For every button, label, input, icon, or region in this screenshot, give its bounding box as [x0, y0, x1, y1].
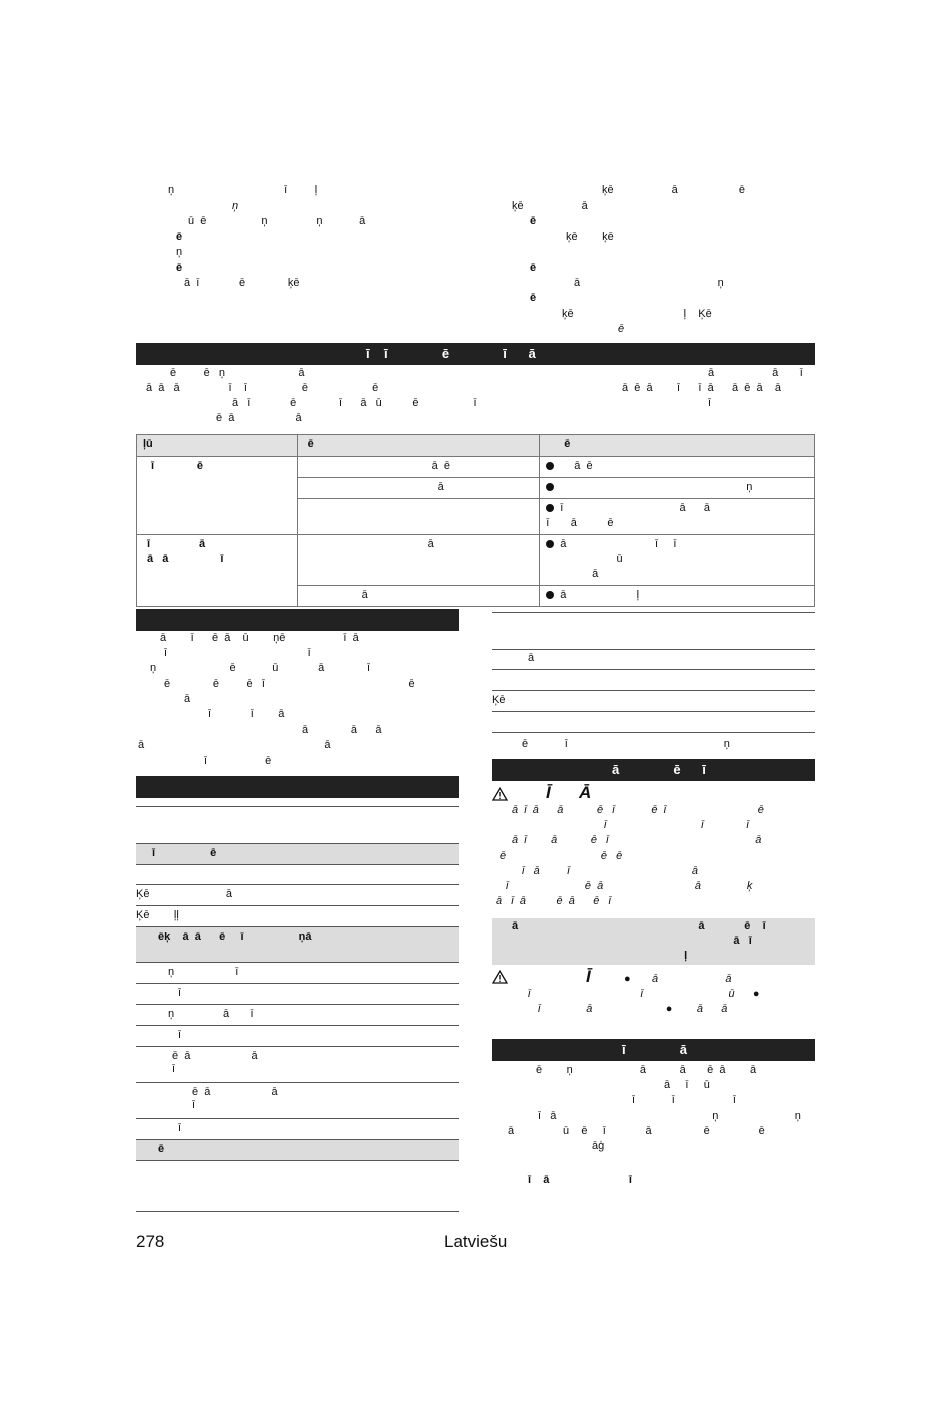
text-line: ā ē ā ī ī ā ā ē ā ā	[622, 382, 781, 394]
bullet-icon	[546, 504, 554, 512]
list-item: ī ē	[152, 847, 217, 859]
table-cell: ā	[297, 478, 540, 499]
divider	[136, 962, 459, 963]
text-line: ā ū ē ī ā ē ē	[508, 1125, 765, 1137]
text-line: ī ē ā ā ķ	[506, 880, 753, 892]
text-line: āģ	[592, 1140, 605, 1152]
text-line: ī ā ● ā ā	[538, 1003, 728, 1015]
table-cell: ā ē	[297, 457, 540, 478]
text-line: ā ī ā ā ē ī ē ī ē	[512, 804, 764, 816]
table-cell	[297, 499, 540, 535]
divider	[136, 1160, 459, 1161]
text-line: ē ā ā	[216, 412, 302, 424]
list-item: Ķē ā	[136, 888, 232, 900]
table-header: ē	[297, 435, 540, 457]
text-line: ī ī ū ●	[528, 988, 760, 1000]
table-header: ļū	[137, 435, 298, 457]
divider	[136, 1118, 459, 1119]
text-line: ļ	[568, 950, 688, 962]
table-cell: ā	[297, 586, 540, 607]
text-line: ī ā ī ā	[522, 865, 699, 877]
text-line: ē	[530, 215, 537, 227]
bullet-icon	[546, 462, 554, 470]
list-item: Ķē	[492, 694, 506, 706]
text-line: ķē ķē	[566, 231, 614, 243]
table-row	[137, 535, 815, 586]
bullet-icon	[546, 540, 554, 548]
text-line: ē ē ē ī ē	[164, 678, 415, 690]
text-line: ī	[708, 397, 712, 409]
divider	[492, 732, 815, 733]
divider	[136, 1082, 459, 1083]
list-item: ņ ī	[168, 966, 239, 978]
text-line: ē ē ē	[500, 850, 623, 862]
text-line: ī ā ņ ņ	[538, 1110, 801, 1122]
divider	[136, 1004, 459, 1005]
note-box	[492, 918, 815, 965]
divider	[492, 649, 815, 650]
divider	[136, 983, 459, 984]
text-line: ā ī ā ē ā ē ī	[496, 895, 611, 907]
warning-title: Ī	[586, 967, 591, 986]
text-line: ē	[530, 292, 537, 304]
cell-text: ā ē	[574, 460, 593, 472]
text-line: ņ ī ļ	[168, 184, 318, 196]
divider	[492, 711, 815, 712]
text-line: ā	[184, 693, 191, 705]
bullet-icon	[546, 591, 554, 599]
text-line: ā ī	[492, 935, 752, 947]
text-line: ī ā ī	[528, 1174, 632, 1186]
divider	[492, 690, 815, 691]
list-item: ē ā ā ī	[172, 1050, 258, 1075]
text-line: ā ī ē ā ū ņē ī ā	[160, 632, 359, 644]
warning-title: Ī Ā	[546, 783, 592, 802]
section-heading	[136, 776, 459, 798]
divider	[136, 1139, 459, 1140]
table-cell: ā	[297, 535, 540, 586]
text-line: ā ņ	[574, 277, 724, 289]
divider	[136, 926, 459, 927]
table-header: ē	[540, 435, 815, 457]
text-line: ī ī	[164, 647, 311, 659]
cell-text: ā ļ	[560, 589, 640, 601]
list-item: ī	[178, 1029, 182, 1041]
text-line: ņ ē ū ā ī	[150, 662, 371, 674]
divider	[136, 806, 459, 807]
text-line: ā ī ū	[664, 1079, 710, 1091]
section-heading	[136, 609, 459, 631]
divider	[492, 612, 815, 613]
list-item: ēķ ā ā ē ī ņā	[158, 931, 312, 943]
table-row	[137, 457, 815, 478]
text-line: ē ņ ā ā ē ā ā	[536, 1064, 757, 1076]
text-line: ī ī ī	[604, 819, 749, 831]
text-line: ā ī ā ē ī ā	[512, 834, 762, 846]
divider	[136, 1046, 459, 1047]
table-cell	[540, 499, 815, 535]
table-cell: ī ā ā ā ī	[137, 535, 298, 607]
text-line: ū ē ņ ņ ā	[188, 215, 366, 227]
table-cell	[540, 457, 815, 478]
text-line: ā ā ā	[302, 724, 382, 736]
divider	[492, 669, 815, 670]
table-cell	[540, 586, 815, 607]
warning-icon	[492, 787, 508, 801]
text-line: ā ī ē ī ā ū ē ī	[232, 397, 477, 409]
warning-icon	[492, 970, 508, 984]
list-item: ī	[178, 987, 182, 999]
text-line: ķē ļ Ķē	[562, 308, 712, 320]
divider	[136, 1025, 459, 1026]
list-item: ā	[528, 652, 535, 664]
footer-language: Latviešu	[444, 1232, 508, 1251]
list-item: ē ā ā ī	[192, 1086, 278, 1111]
text-line: ķē ā	[512, 200, 588, 212]
table-cell	[540, 535, 815, 586]
text-line: ņ	[176, 246, 183, 258]
text-line: ā ī ē ķē	[184, 277, 300, 289]
table-header-row	[137, 435, 815, 457]
text-line: ā ā ā ī ī ē ē	[146, 382, 379, 394]
bullet-icon	[546, 483, 554, 491]
text-line: ņ	[232, 200, 239, 212]
list-item: ī	[178, 1122, 182, 1134]
divider	[136, 1211, 459, 1212]
list-item: ņ ā ī	[168, 1008, 254, 1020]
table-cell	[540, 478, 815, 499]
text-line: ē ē ņ ā	[170, 367, 305, 379]
text-line: ķē ā ē	[602, 184, 746, 196]
list-row-shade	[136, 1139, 459, 1160]
text-line: ● ā ā	[624, 973, 732, 985]
text-line: ē	[618, 323, 625, 335]
divider	[136, 884, 459, 885]
text-line: ē	[176, 262, 183, 274]
page-number: 278	[136, 1232, 165, 1251]
section-heading: ī ā	[492, 1039, 815, 1061]
section-heading: ā ē ī	[492, 759, 815, 781]
troubleshooting-table	[136, 434, 815, 607]
text-line: ī ē	[204, 755, 272, 767]
text-line: ī ī ī	[632, 1094, 736, 1106]
cell-text: ā ī ī ū ā	[560, 538, 677, 580]
text-line: ē	[176, 231, 183, 243]
divider	[136, 843, 459, 844]
list-item: ē ī ņ	[522, 738, 730, 750]
cell-text: ņ	[746, 481, 753, 493]
text-line: ā ā	[138, 739, 331, 751]
text-line: ī ī ā	[208, 708, 285, 720]
text-line: ē	[530, 262, 537, 274]
list-item: ē	[158, 1143, 165, 1155]
text-line: ā ā ī	[708, 367, 803, 379]
cell-text: ī ā ā ī ā ē	[546, 502, 711, 529]
list-item: Ķē ļļ	[136, 909, 179, 921]
divider	[136, 905, 459, 906]
section-heading: ī ī ē ī ā	[136, 343, 815, 365]
table-cell: ī ē	[137, 457, 298, 535]
text-line: ā ā ē ī	[512, 920, 766, 932]
divider	[136, 864, 459, 865]
